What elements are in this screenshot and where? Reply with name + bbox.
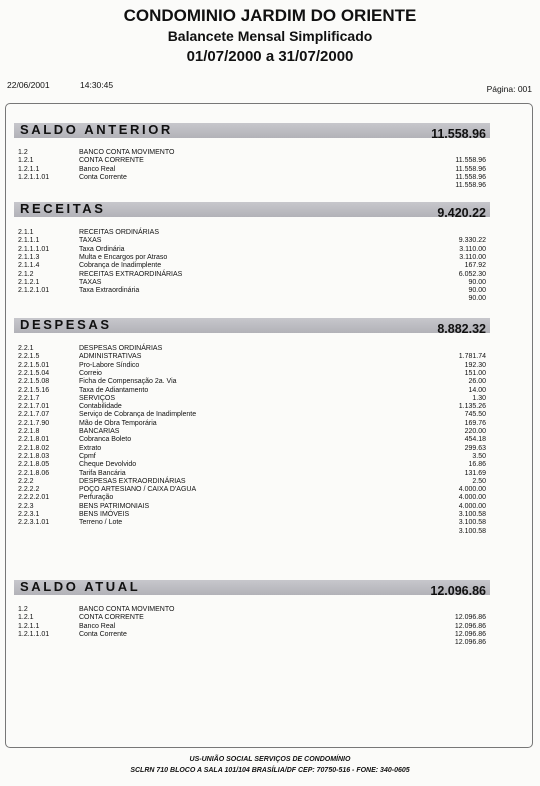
print-time: 14:30:45 xyxy=(80,80,114,90)
section-total: 9.420.22 xyxy=(437,206,486,220)
account-value: 131.69 xyxy=(464,469,486,477)
account-description: BANCARIAS xyxy=(79,428,120,435)
account-value: 90.00 xyxy=(468,295,486,303)
account-value: 454.18 xyxy=(464,436,486,444)
account-value: 12.096.86 xyxy=(454,622,486,630)
account-code: 2.2.1 xyxy=(18,345,34,352)
ledger-row xyxy=(0,181,540,190)
account-description: ADMINISTRATIVAS xyxy=(79,353,142,361)
document-subtitle: Balancete Mensal Simplificado xyxy=(167,28,373,44)
account-code: 2.2.2 xyxy=(18,477,34,485)
account-value: 3.110.00 xyxy=(459,245,486,253)
account-description: Conta Corrente xyxy=(79,630,127,638)
print-date: 22/06/2001 xyxy=(7,80,50,90)
account-value: 3.100.58 xyxy=(458,511,486,518)
account-value: 11.558.96 xyxy=(455,157,486,165)
account-value: 1.30 xyxy=(472,394,486,402)
section-title: SALDO ANTERIOR xyxy=(20,122,173,137)
account-value: 3.100.58 xyxy=(458,519,486,527)
footer-company: US-UNIÃO SOCIAL SERVIÇOS DE CONDOMÍNIO xyxy=(189,756,351,763)
account-description: Terreno / Lote xyxy=(79,519,123,527)
account-description: Cheque Devolvido xyxy=(79,461,137,469)
document-title: CONDOMINIO JARDIM DO ORIENTE xyxy=(123,6,417,25)
account-description: DESPESAS ORDINÁRIAS xyxy=(79,345,163,352)
footer-address: SCLRN 710 BLOCO A SALA 101/104 BRASÍLIA/DF CEP: 70750-516 - FONE: 340-0605 xyxy=(130,767,410,774)
account-code: 2.2.1.5.04 xyxy=(18,369,50,377)
account-description: RECEITAS ORDINÁRIAS xyxy=(79,229,159,236)
account-description: Cpmf xyxy=(79,452,96,460)
account-value: 167.92 xyxy=(464,262,486,270)
account-code: 2.2.1.8.06 xyxy=(18,469,50,477)
account-description: POÇO ARTESIANO / CAIXA D'AGUA xyxy=(79,486,197,494)
ledger-row xyxy=(0,294,540,303)
account-description: TAXAS xyxy=(79,278,102,286)
account-description: BENS IMÓVEIS xyxy=(79,511,130,518)
account-value: 11.558.96 xyxy=(455,165,486,173)
section-total: 11.558.96 xyxy=(431,127,486,141)
section-title: DESPESAS xyxy=(20,317,112,332)
account-description: BANCO CONTA MOVIMENTO xyxy=(79,606,175,613)
account-value: 26.00 xyxy=(468,378,486,386)
account-code: 1.2 xyxy=(18,606,28,613)
account-description: Taxa Ordinária xyxy=(79,245,125,253)
account-description: RECEITAS EXTRAORDINÁRIAS xyxy=(79,270,183,278)
account-code: 1.2.1.1.01 xyxy=(18,173,50,181)
account-code: 2.2.1.5.01 xyxy=(18,361,50,369)
account-value: 192.30 xyxy=(464,361,486,369)
account-code: 2.2.1.5 xyxy=(18,353,40,361)
account-code: 2.2.1.8.01 xyxy=(18,436,50,444)
account-description: BENS PATRIMONIAIS xyxy=(79,502,150,510)
account-code: 1.2.1.1.01 xyxy=(18,630,50,638)
account-code: 2.2.1.8.05 xyxy=(18,461,50,469)
account-description: Pro-Labore Síndico xyxy=(79,361,140,369)
account-code: 2.1.1 xyxy=(18,229,34,236)
account-value: 3.100.58 xyxy=(458,527,486,535)
ledger-row xyxy=(0,638,540,647)
account-description: Tarifa Bancária xyxy=(79,469,126,477)
account-code: 2.1.1.4 xyxy=(18,262,40,270)
account-value: 12.096.86 xyxy=(454,639,486,647)
account-code: 2.2.1.8.02 xyxy=(18,444,50,452)
account-description: Conta Corrente xyxy=(79,173,127,181)
account-code: 1.2.1.1 xyxy=(18,165,40,173)
account-description: Perfuração xyxy=(79,494,114,502)
account-value: 1.135.26 xyxy=(458,403,486,411)
account-description: Correio xyxy=(79,369,102,377)
account-code: 2.2.2.2 xyxy=(18,486,40,494)
account-code: 2.1.2.1 xyxy=(18,278,40,286)
account-description: Mão de Obra Temporária xyxy=(79,419,157,427)
account-value: 2.50 xyxy=(472,477,486,485)
account-value: 12.096.86 xyxy=(454,630,486,638)
account-description: Ficha de Compensação 2a. Via xyxy=(79,378,177,386)
account-code: 2.2.1.7.01 xyxy=(18,403,50,411)
account-code: 2.1.2 xyxy=(18,270,34,278)
account-code: 2.2.1.5.08 xyxy=(18,378,50,386)
account-description: TAXAS xyxy=(79,237,102,245)
account-description: Taxa Extraordinária xyxy=(79,287,140,295)
account-description: Banco Real xyxy=(79,165,116,173)
account-value: 151.00 xyxy=(464,369,486,377)
account-value: 3.110.00 xyxy=(459,253,486,261)
account-code: 2.2.3 xyxy=(18,502,34,510)
account-description: Taxa de Adiantamento xyxy=(79,386,149,394)
account-description: Extrato xyxy=(79,444,102,452)
account-value: 1.781.74 xyxy=(458,353,486,361)
account-code: 2.2.2.2.01 xyxy=(18,494,50,502)
account-description: Multa e Encargos por Atraso xyxy=(79,253,168,261)
account-value: 4.000.00 xyxy=(458,502,486,510)
account-code: 2.2.1.8 xyxy=(18,428,40,435)
account-code: 1.2.1 xyxy=(18,614,34,622)
account-description: CONTA CORRENTE xyxy=(79,157,144,165)
account-description: Serviço de Cobrança de Inadimplente xyxy=(79,411,197,419)
account-value: 3.50 xyxy=(472,452,486,460)
section-title: SALDO ATUAL xyxy=(20,579,141,594)
ledger-row xyxy=(0,527,540,536)
account-code: 2.2.1.7.90 xyxy=(18,419,50,427)
account-description: SERVIÇOS xyxy=(79,394,116,402)
account-value: 4.000.00 xyxy=(458,494,486,502)
section-total: 8.882.32 xyxy=(437,322,486,336)
account-code: 2.2.1.7.07 xyxy=(18,411,50,419)
account-code: 2.2.3.1.01 xyxy=(18,519,50,527)
account-value: 90.00 xyxy=(468,287,486,295)
account-value: 12.096.86 xyxy=(454,614,486,622)
account-value: 90.00 xyxy=(468,278,486,286)
page-number: Página: 001 xyxy=(486,84,532,94)
account-value: 745.50 xyxy=(464,411,486,419)
account-description: Contabilidade xyxy=(79,403,122,411)
account-code: 2.2.1.7 xyxy=(18,394,40,402)
account-value: 11.558.96 xyxy=(455,182,486,190)
account-value: 11.558.96 xyxy=(455,173,486,181)
document-period: 01/07/2000 a 31/07/2000 xyxy=(186,48,354,65)
section-title: RECEITAS xyxy=(20,201,106,216)
account-value: 169.76 xyxy=(464,419,486,427)
account-code: 2.2.1.8.03 xyxy=(18,452,50,460)
account-description: Cobrança de Inadimplente xyxy=(79,262,162,270)
account-code: 2.1.1.1.01 xyxy=(18,245,50,253)
account-description: CONTA CORRENTE xyxy=(79,614,144,622)
account-value: 299.63 xyxy=(464,444,486,452)
account-value: 6.052.30 xyxy=(458,270,486,278)
account-code: 1.2.1.1 xyxy=(18,622,40,630)
account-code: 1.2.1 xyxy=(18,157,34,165)
account-code: 2.2.3.1 xyxy=(18,511,40,518)
account-value: 14.00 xyxy=(468,386,486,394)
account-value: 4.000.00 xyxy=(458,486,486,494)
account-value: 9.330.22 xyxy=(458,237,486,245)
account-description: Cobranca Boleto xyxy=(79,436,132,444)
section-total: 12.096.86 xyxy=(430,584,486,598)
account-code: 2.1.2.1.01 xyxy=(18,287,50,295)
account-code: 1.2 xyxy=(18,149,28,156)
account-code: 2.2.1.5.16 xyxy=(18,386,50,394)
account-code: 2.1.1.1 xyxy=(18,237,40,245)
account-description: DESPESAS EXTRAORDINÁRIAS xyxy=(79,477,186,485)
account-code: 2.1.1.3 xyxy=(18,253,40,261)
account-value: 220.00 xyxy=(464,428,486,435)
account-description: BANCO CONTA MOVIMENTO xyxy=(79,149,175,156)
account-description: Banco Real xyxy=(79,622,116,630)
account-value: 16.86 xyxy=(468,461,486,469)
